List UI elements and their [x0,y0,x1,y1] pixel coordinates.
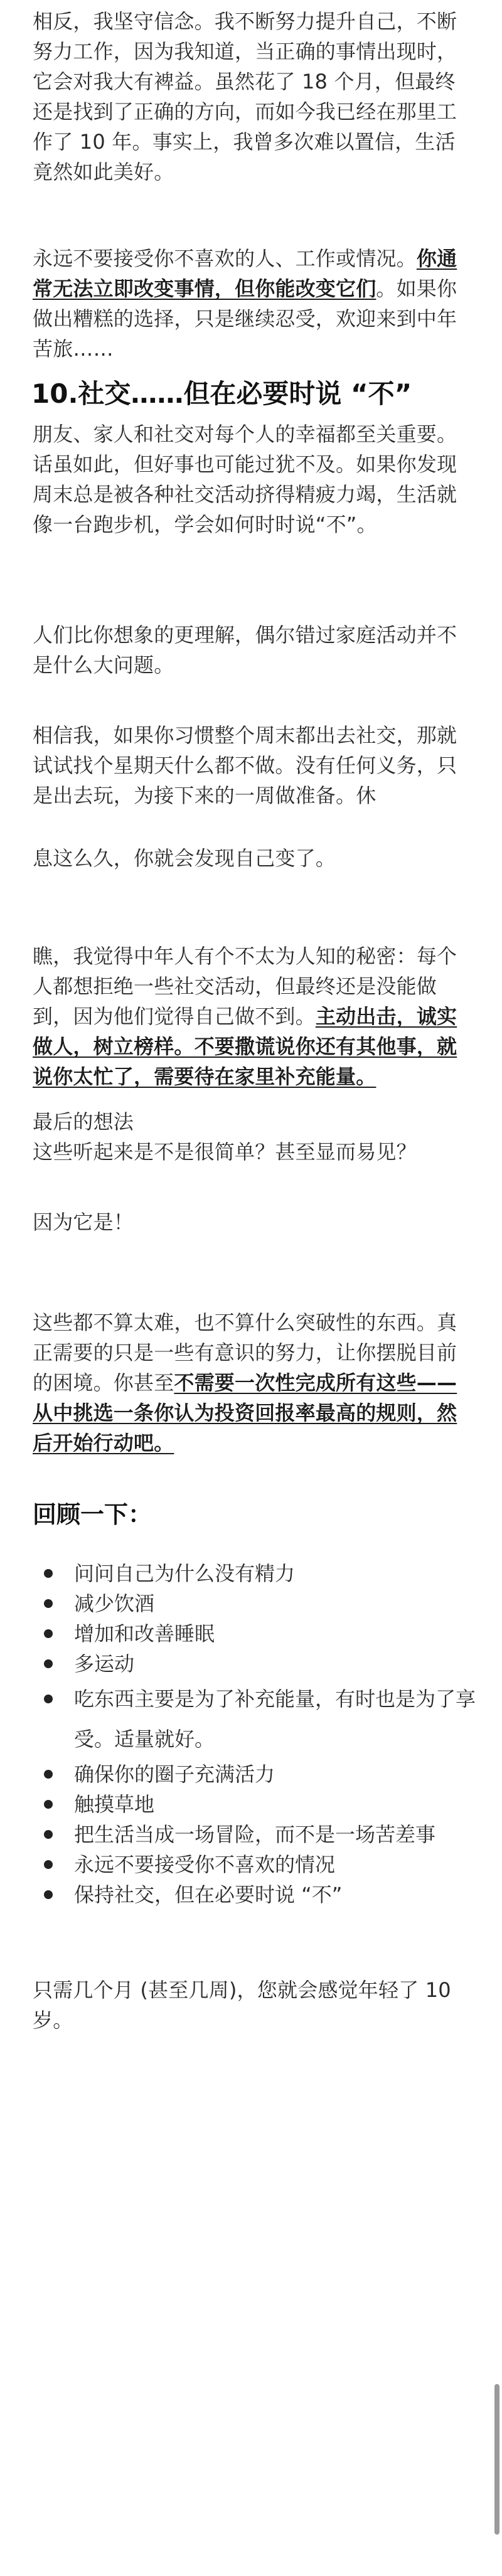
list-item [33,1759,478,1789]
bullet-icon [44,1695,53,1703]
text-emphasis-underlined: 你通常无法立即改变事情，但你能改变它们 [33,247,457,301]
list-item-text: 多运动 [74,1652,135,1676]
paragraph-closing: 只需几个月 (甚至几周)，您就会感觉年轻了 10 岁。 [33,1978,451,2032]
text-plain: 永远不要接受你不喜欢的人、工作或情况。 [33,247,417,270]
text-plain: 这些都不算太难，也不算什么突破性的东西。真正需要的只是一些有意识的努力，让你摆脱目前的困境。你甚至 [33,1311,457,1395]
recap-list [33,1558,478,1910]
list-item [33,1649,478,1679]
list-item-text: 吃东西主要是为了补充能量，有时也是为了享受。适量就好。 [74,1687,476,1751]
bullet-icon [44,1890,53,1899]
text-plain: 。如果你做出糟糕的选择，只是继续忍受，欢迎来到中年苦旅…… [33,277,457,361]
paragraph-understanding: 人们比你想象的更理解，偶尔错过家庭活动并不是什么大问题。 [33,623,457,677]
paragraph-not-hard [33,1307,472,1458]
bullet-icon [44,1860,53,1869]
list-item-text: 把生活当成一场冒险，而不是一场苦差事 [74,1823,436,1846]
bullet-icon [44,1599,53,1608]
list-item-text: 保持社交，但在必要时说 “不” [74,1883,343,1907]
list-item [33,1679,478,1759]
text-plain: 瞧，我觉得中年人有个不太为人知的秘密：每个人都想拒绝一些社交活动，但最终还是没能做到，因为他们觉得自己做不到。 [33,944,457,1028]
list-item-text: 永远不要接受你不喜欢的情况 [74,1853,336,1876]
list-item [33,1789,478,1819]
paragraph-perseverance: 相反，我坚守信念。我不断努力提升自己，不断努力工作，因为我知道，当正确的事情出现时，它会对我大有裨益。虽然花了 18 个月，但最终还是找到了正确的方向，而如今我已经在那里工作了 10 年。事实上，我曾多次难以置信，生活竟然如此美好。 [33,9,457,184]
list-item-text: 问问自己为什么没有精力 [74,1562,296,1585]
list-item-text: 触摸草地 [74,1792,155,1816]
list-item-text: 减少饮酒 [74,1592,155,1615]
list-item-text: 增加和改善睡眠 [74,1622,215,1646]
bullet-icon [44,1629,53,1638]
section-heading-10: 10.社交……但在必要时说 “不” [31,378,412,409]
bullet-icon [44,1770,53,1779]
paragraph-never-accept [33,243,472,364]
paragraph-simple-question: 这些听起来是不是很简单？甚至显而易见？ [33,1140,417,1164]
paragraph-because-it-is: 因为它是！ [33,1210,134,1234]
list-item [33,1589,478,1619]
bullet-icon [44,1569,53,1578]
list-item [33,1619,478,1649]
text-emphasis-underlined: 不需要一次性完成所有这些——从中挑选一条你认为投资回报率最高的规则，然后开始行动吧。 [33,1371,457,1455]
scrollbar-thumb[interactable] [494,2384,499,2535]
list-item-text: 确保你的圈子充满活力 [74,1762,275,1786]
list-item [33,1850,478,1880]
list-item [33,1558,478,1589]
bullet-icon [44,1659,53,1668]
paragraph-socializing: 朋友、家人和社交对每个人的幸福都至关重要。话虽如此，但好事也可能过犹不及。如果你发现周末总是被各种社交活动挤得精疲力竭，生活就像一台跑步机，学会如何时时说“不”。 [33,422,457,536]
paragraph-secret [33,941,472,1092]
paragraph-trust-me: 相信我，如果你习惯整个周末都出去社交，那就试试找个星期天什么都不做。没有任何义务，只是出去玩，为接下来的一周做准备。休 [33,723,457,807]
paragraph-rest-change: 息这么久，你就会发现自己变了。 [33,846,336,870]
bullet-icon [44,1830,53,1839]
list-item [33,1819,478,1850]
list-item [33,1880,478,1910]
text-emphasis-underlined: 主动出击，诚实做人，树立榜样。不要撒谎说你还有其他事，就说你太忙了，需要待在家里补充能量。 [33,1004,457,1088]
final-thoughts-label: 最后的想法 [33,1110,134,1134]
recap-heading: 回顾一下： [33,1501,152,1528]
bullet-icon [44,1800,53,1809]
